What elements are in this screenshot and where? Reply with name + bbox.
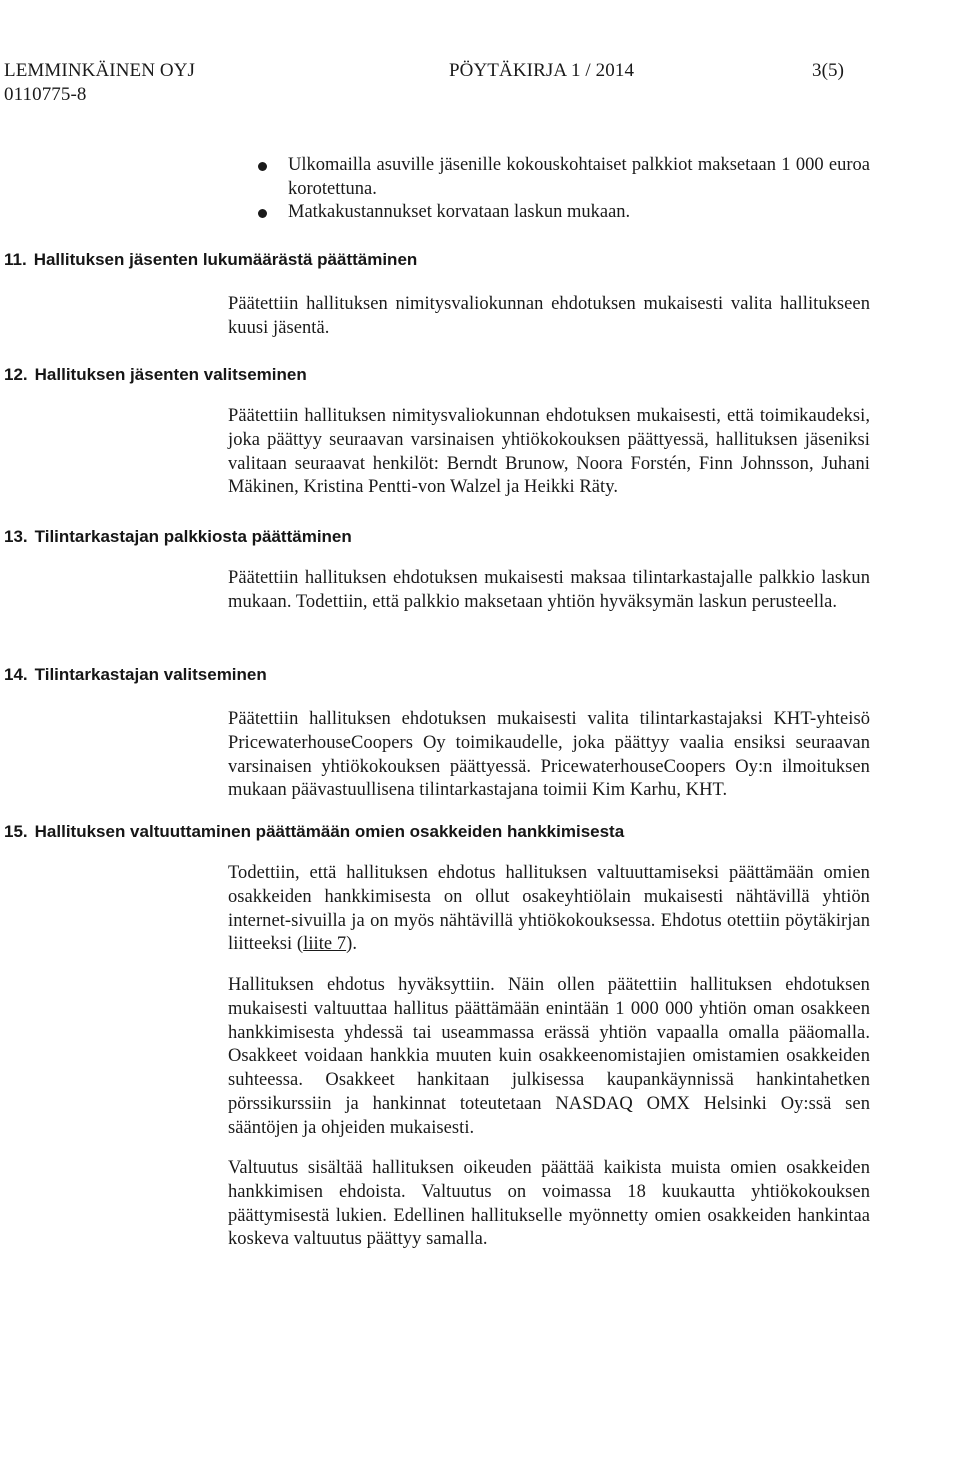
- attachment-open: (: [296, 934, 304, 955]
- fee-bullet-list: [258, 154, 870, 225]
- section-number: 14.: [4, 665, 28, 684]
- section-15-paragraph-2: Hallituksen ehdotus hyväksyttiin. Näin ollen päätettiin hallituksen ehdotuksen mukaisesti valtuuttaa hallitus päättämään enintään 1 000 000 yhtiön oman osakkeen hankkimisesta yhdessä tai useammassa erässä yhtiön vapaalla omalla pääomalla. Osakkeet voidaan hankkia muuten kuin osakkeenomistajien omistamien osakkeiden suhteessa. Osakkeet hankitaan julkisessa kaupankäynnissä hankintahetken pörssikurssiin ja hankinnat toteutetaan NASDAQ OMX Helsinki Oy:ssä sen sääntöjen ja ohjeiden mukaisesti.: [228, 975, 870, 1138]
- section-heading-13: [4, 527, 352, 547]
- bullet-text: Matkakustannukset korvataan laskun mukaan.: [288, 202, 631, 222]
- section-title: Hallituksen jäsenten lukumäärästä päättäminen: [33, 250, 418, 269]
- attachment-close: ).: [346, 934, 358, 955]
- section-heading-12: [4, 365, 307, 385]
- section-number: 15.: [4, 822, 28, 841]
- section-title: Tilintarkastajan valitseminen: [34, 665, 267, 684]
- page-number: 3(5): [812, 60, 845, 81]
- attachment-link[interactable]: liite 7: [303, 934, 347, 955]
- section-number: 11.: [4, 250, 27, 269]
- section-13-paragraph: Päätettiin hallituksen ehdotuksen mukaisesti maksaa tilintarkastajalle palkkio laskun mukaan. Todettiin, että palkkio maksetaan yhtiön hyväksymän laskun perusteella.: [228, 568, 870, 612]
- section-heading-15: [4, 822, 624, 842]
- list-item: [258, 154, 870, 201]
- section-11-paragraph: Päätettiin hallituksen nimitysvaliokunnan ehdotuksen mukaisesti valita hallitukseen kuusi jäsentä.: [228, 294, 870, 338]
- bullet-text: Ulkomailla asuville jäsenille kokouskohtaiset palkkiot maksetaan 1 000 euroa korotettuna.: [288, 155, 870, 199]
- list-item: [258, 201, 870, 225]
- section-15-paragraph-1: [228, 862, 870, 957]
- section-number: 13.: [4, 527, 28, 546]
- document-title: PÖYTÄKIRJA 1 / 2014: [449, 60, 635, 81]
- section-12-paragraph: Päätettiin hallituksen nimitysvaliokunnan ehdotuksen mukaisesti, että toimikaudeksi, joka päättyy seuraavan varsinaisen yhtiökokouksen päättyessä, hallituksen jäseniksi valitaan seuraavat henkilöt: Berndt Brunow, Noora Forstén, Finn Johnsson, Juhani Mäkinen, Kristina Pentti-von Walzel ja Heikki Räty.: [228, 406, 870, 498]
- section-14-paragraph: Päätettiin hallituksen ehdotuksen mukaisesti valita tilintarkastajaksi KHT-yhteisö PricewaterhouseCoopers Oy toimikaudelle, joka päättyy vaalia ensiksi seuraavan varsinaisen yhtiökokouksen päättyessä. PricewaterhouseCoopers Oy:n ilmoituksen mukaan päävastuullisena tilintarkastajana toimii Kim Karhu, KHT.: [228, 709, 870, 801]
- section-heading-11: [4, 250, 417, 270]
- bullet-icon: [258, 209, 267, 218]
- business-id: 0110775-8: [4, 84, 87, 105]
- section-heading-14: [4, 665, 267, 685]
- company-name: LEMMINKÄINEN OYJ: [4, 60, 196, 81]
- section-number: 12.: [4, 365, 28, 384]
- bullet-icon: [258, 162, 267, 171]
- section-15-paragraph-3: Valtuutus sisältää hallituksen oikeuden päättää kaikista muista omien osakkeiden hankkimisen ehdoista. Valtuutus on voimassa 18 kuukautta yhtiökokouksen päättymisestä lukien. Edellinen hallitukselle myönnetty omien osakkeiden hankintaa koskeva valtuutus päättyy samalla.: [228, 1158, 870, 1250]
- section-title: Hallituksen jäsenten valitseminen: [34, 365, 307, 384]
- section-title: Hallituksen valtuuttaminen päättämään omien osakkeiden hankkimisesta: [34, 822, 625, 841]
- section-title: Tilintarkastajan palkkiosta päättäminen: [34, 527, 352, 546]
- paragraph-text: Todettiin, että hallituksen ehdotus hallituksen valtuuttamiseksi päättämään omien osakkeiden hankkimisesta on ollut osakeyhtiölain mukaisesti nähtävillä yhtiön internet-sivuilla ja on myös nähtävillä yhtiökokouksessa. Ehdotus otettiin pöytäkirjan liitteeksi: [228, 863, 870, 955]
